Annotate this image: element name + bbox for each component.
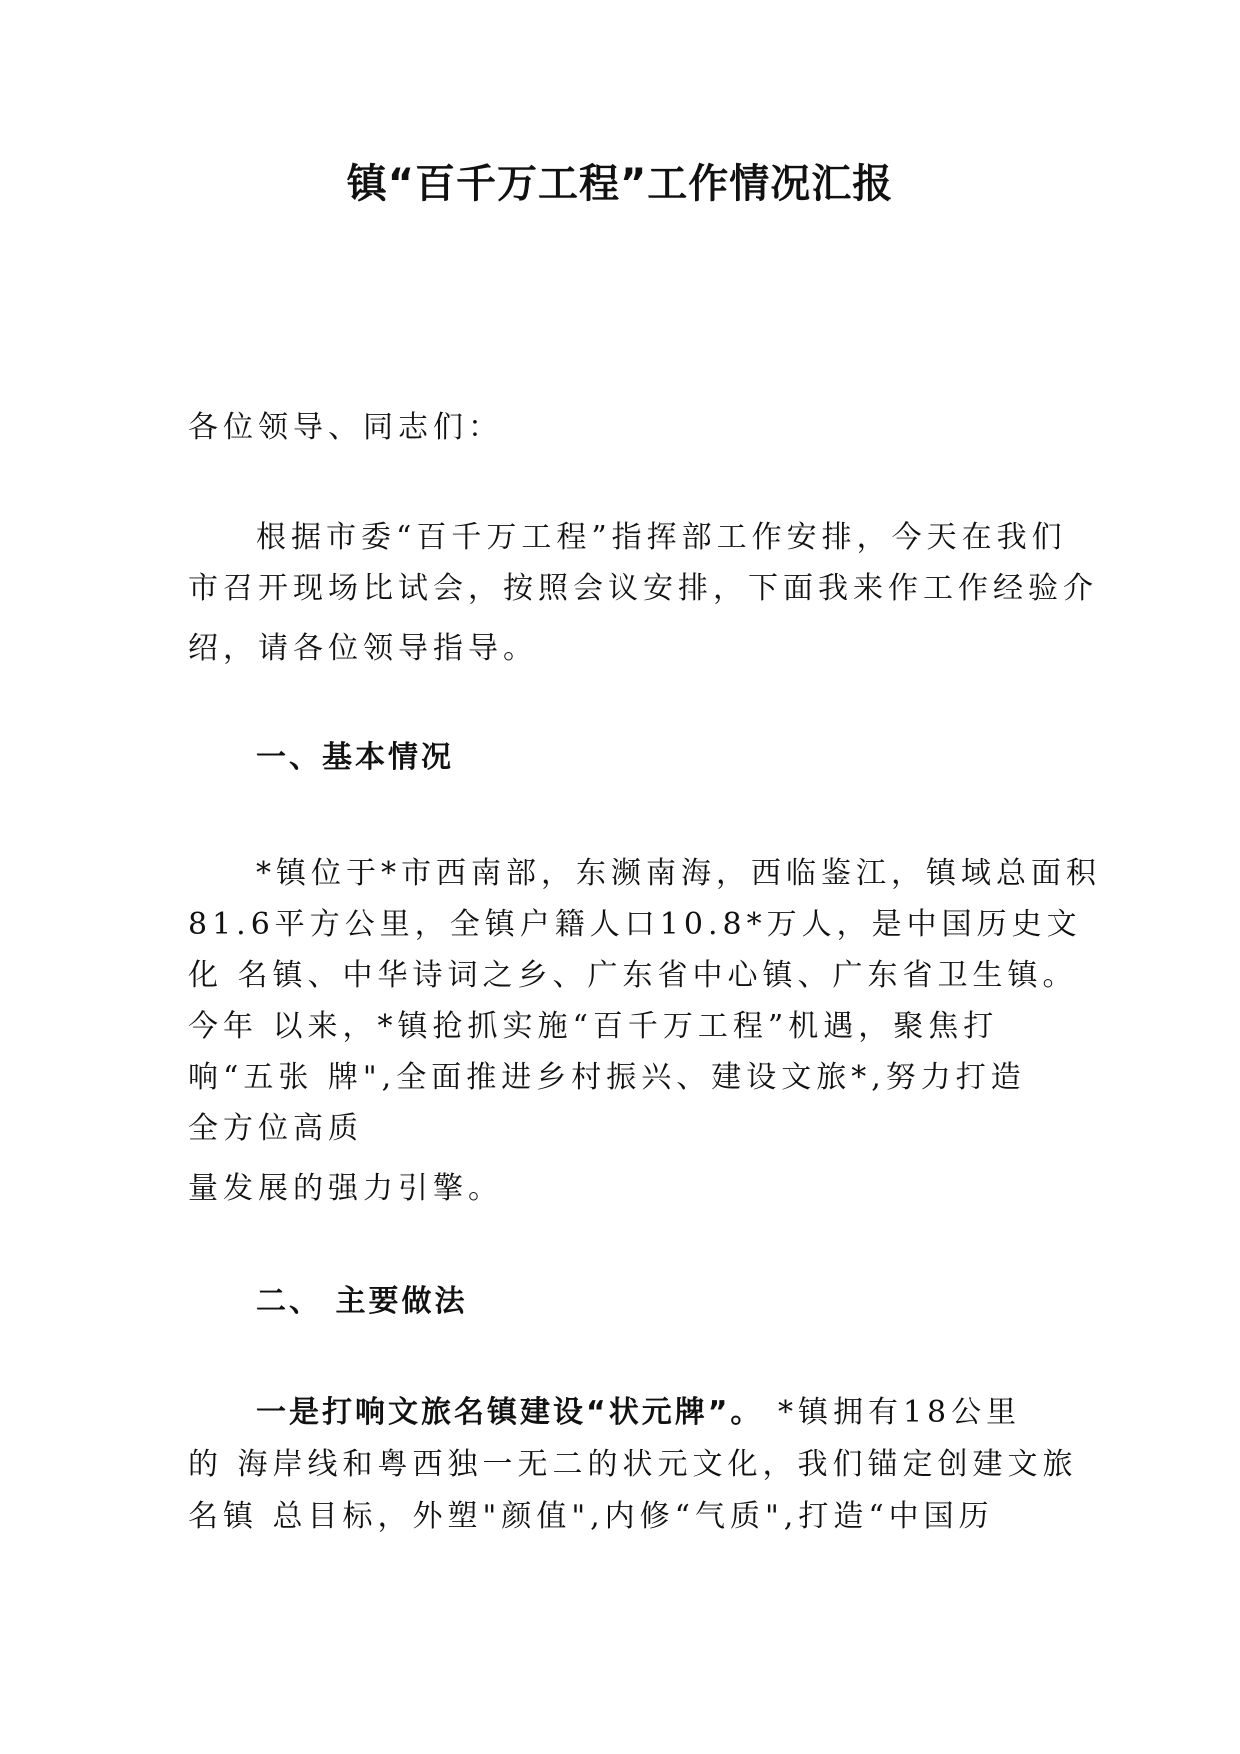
section-2-first-rest: *镇拥有18公里 (763, 1395, 1022, 1430)
intro-line-1: 根据市委“百千万工程”指挥部工作安排，今天在我们 (256, 520, 1067, 555)
section-2-heading: 二、 主要做法 (256, 1284, 468, 1319)
section-1-heading: 一、基本情况 (256, 740, 454, 775)
section-1-line-3: 化 名镇、中华诗词之乡、广东省中心镇、广东省卫生镇。 (188, 958, 1078, 993)
salutation: 各位领导、同志们： (188, 410, 503, 445)
section-1-line-6: 全方位高质 (188, 1111, 363, 1146)
section-1-line-2: 81.6平方公里，全镇户籍人口10.8*万人，是中国历史文 (188, 907, 1082, 942)
section-2-bold-lead: 一是打响文旅名镇建设“状元牌”。 (256, 1395, 764, 1430)
section-1-line-7: 量发展的强力引擎。 (188, 1171, 503, 1206)
section-1-line-1: *镇位于*市西南部，东濒南海，西临鉴江，镇域总面积 (256, 856, 1101, 891)
intro-line-3: 绍，请各位领导指导。 (188, 631, 538, 666)
section-2-line-1 (256, 1393, 1021, 1433)
section-1-line-5: 响“五张 牌",全面推进乡村振兴、建设文旅*,努力打造 (188, 1060, 1026, 1095)
section-2-line-2: 的 海岸线和粤西独一无二的状元文化，我们锚定创建文旅 (188, 1447, 1078, 1482)
document-title: 镇“百千万工程”工作情况汇报 (346, 161, 894, 207)
section-1-line-4: 今年 以来，*镇抢抓实施“百千万工程”机遇，聚焦打 (188, 1009, 999, 1044)
intro-line-2: 市召开现场比试会，按照会议安排，下面我来作工作经验介 (188, 571, 1098, 606)
section-2-line-3: 名镇 总目标，外塑"颜值",内修“气质",打造“中国历 (188, 1499, 994, 1534)
